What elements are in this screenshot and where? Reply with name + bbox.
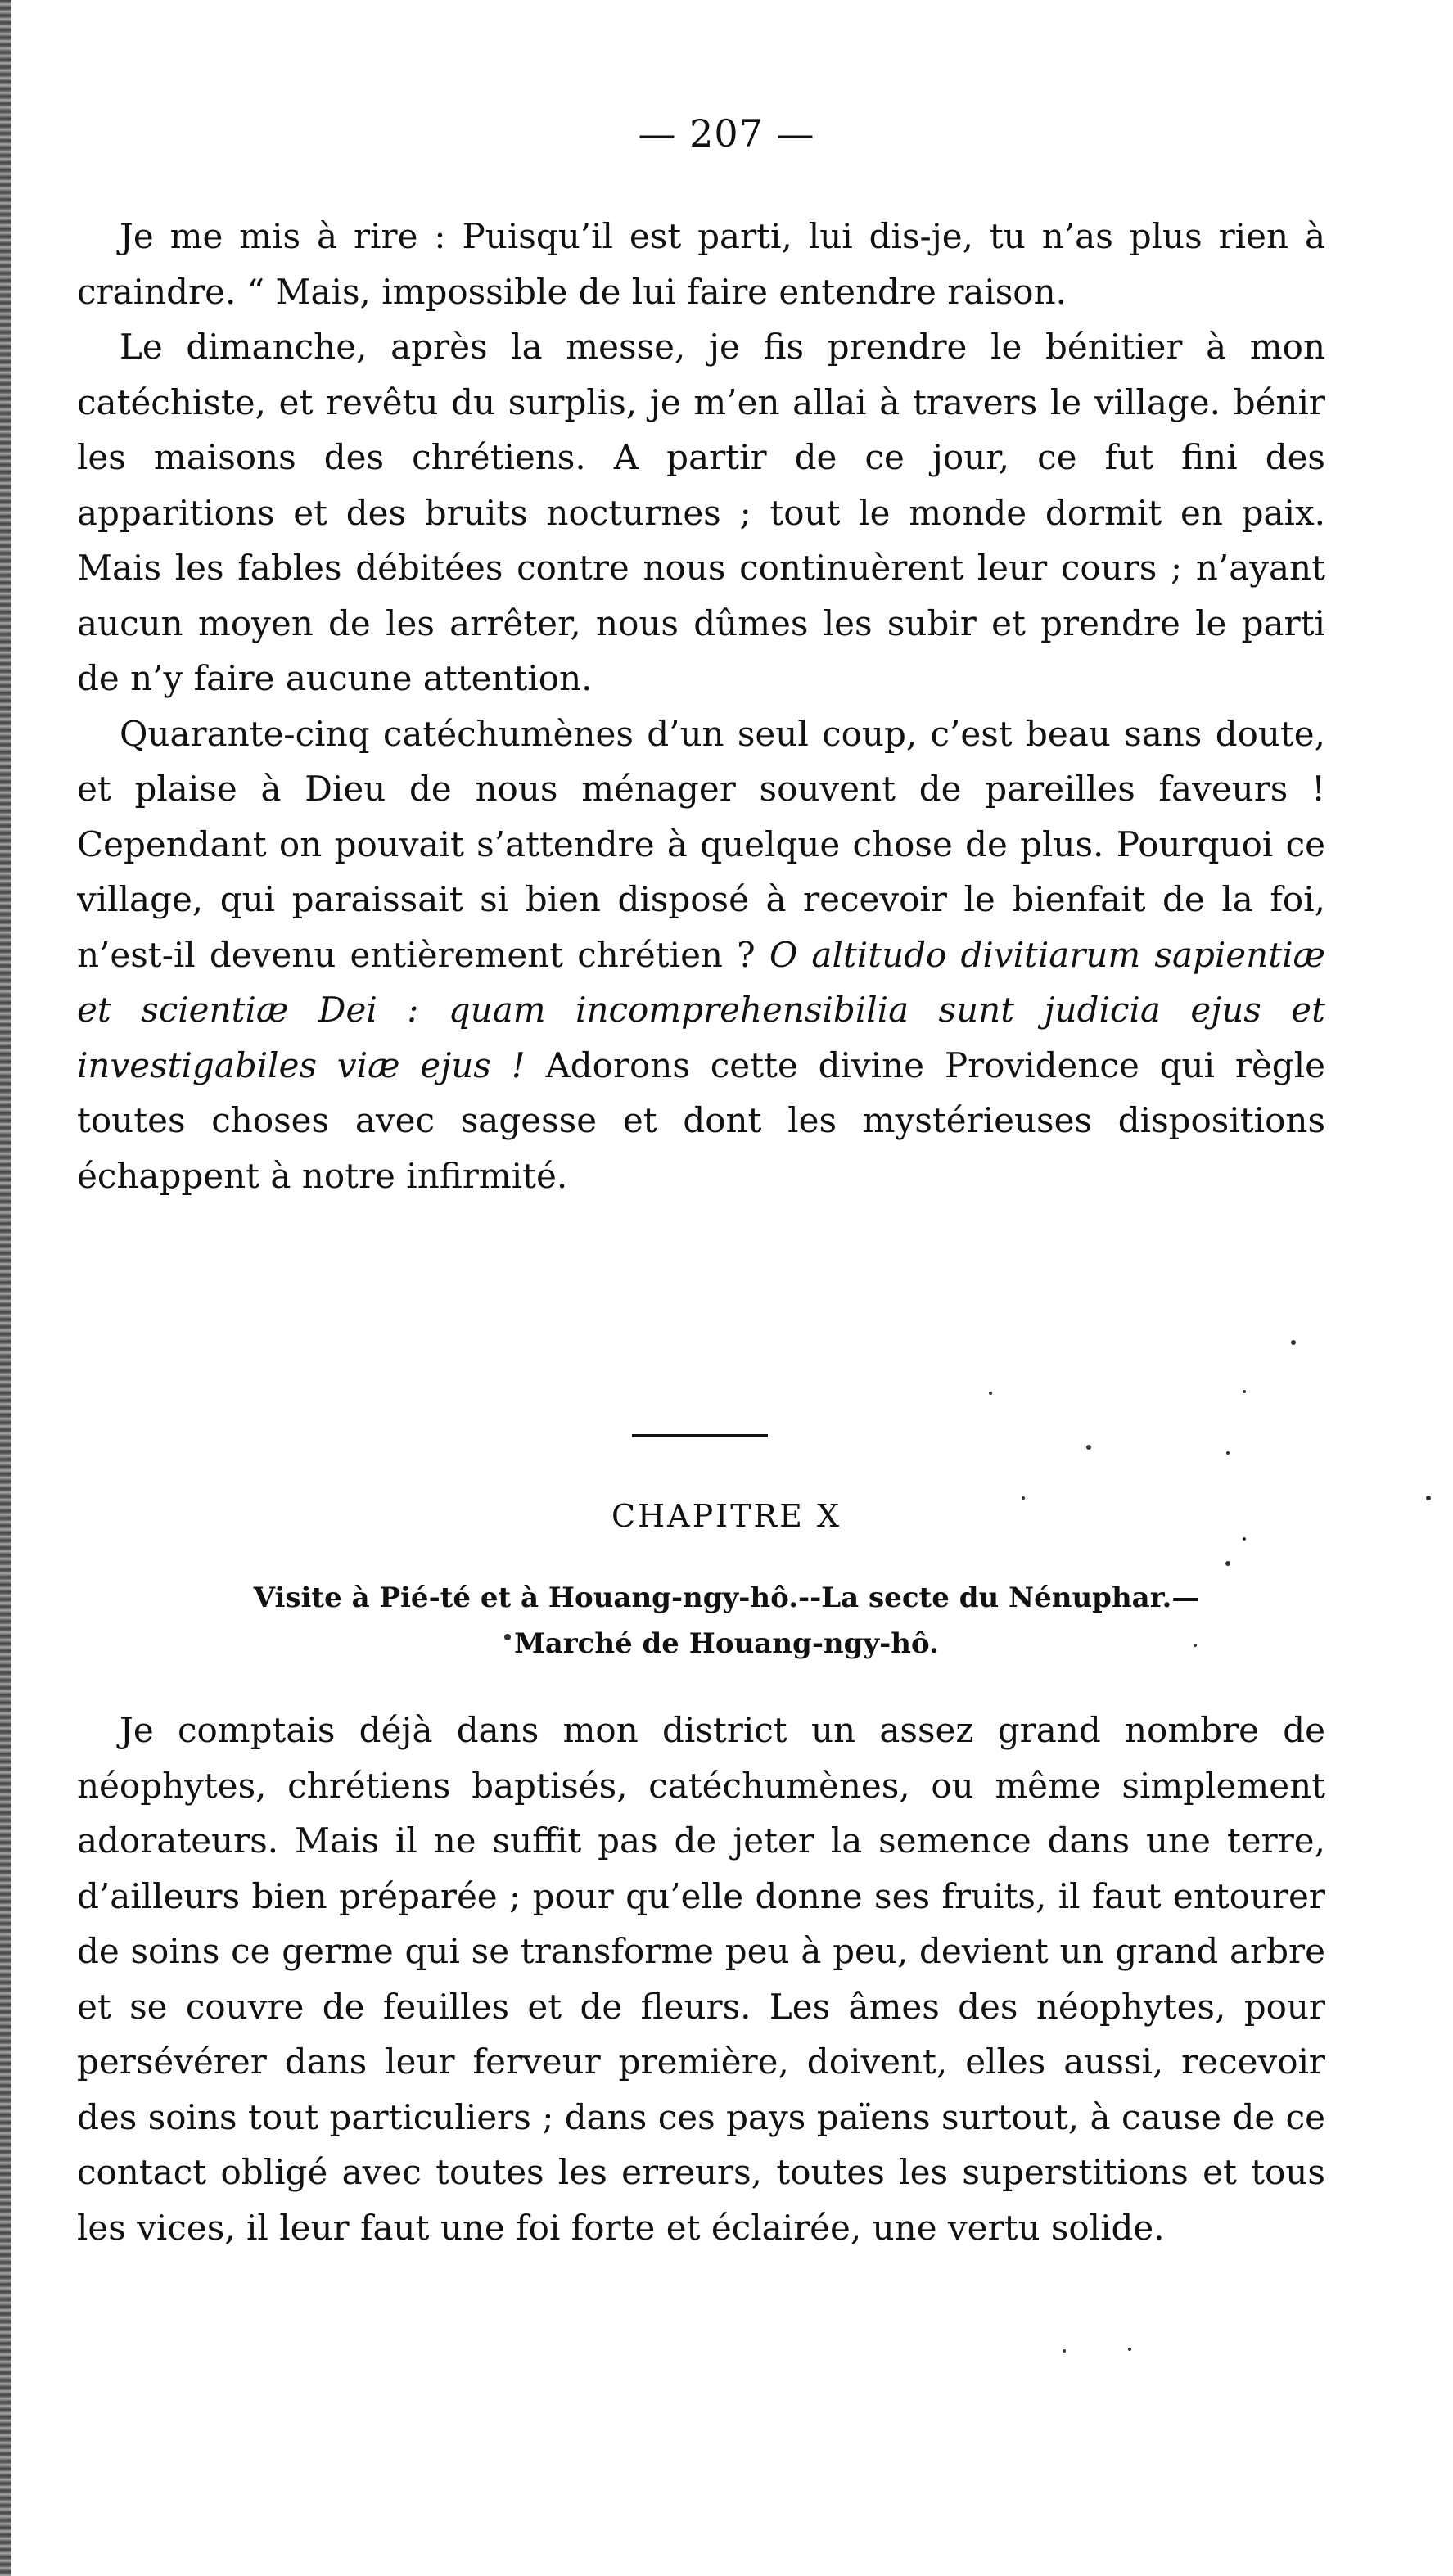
- section-divider: [632, 1434, 768, 1437]
- text-block-top: [77, 209, 1325, 1203]
- paragraph-3-text: Quarante-cinq catéchumènes d’un seul coup, c’est beau sans doute, et plaise à Dieu de nous ménager souvent de pareilles faveurs ! Cependant on pouvait s’attendre à quelque chose de plus. Pourquoi ce village, qui paraissait si bien disposé à recevoir le bienfait de la foi, n’est-il devenu entièrement chrétien ?: [77, 713, 1325, 975]
- chapter-title: CHAPITRE X: [611, 1498, 842, 1534]
- page-number: — 207 —: [638, 111, 815, 156]
- paragraph-1: Je me mis à rire : Puisqu’il est parti, lui dis-je, tu n’as plus rien à craindre. “ Mais, impossible de lui faire entendre raison.: [77, 216, 1325, 312]
- chapter-summary-line-2: Marché de Houang-ngy-hô.: [514, 1627, 939, 1660]
- text-block-bottom: [77, 1703, 1325, 2255]
- chapter-summary: [147, 1575, 1306, 1667]
- chapter-summary-line-1: Visite à Pié-té et à Houang-ngy-hô.--La secte du Nénuphar.—: [253, 1581, 1200, 1614]
- paragraph-3-end: Adorons cette divine Providence qui règle toutes choses avec sagesse et dont les mystérieuses dispositions échappent à notre infirmité.: [77, 1044, 1325, 1196]
- latin-quote: O altitudo divitiarum sapientiæ et scientiæ Dei : quam incomprehensibilia sunt judicia ejus et investigabiles viæ ejus !: [77, 934, 1326, 1085]
- paragraph-4: Je comptais déjà dans mon district un assez grand nombre de néophytes, chrétiens baptisés, catéchumènes, ou même simplement adorateurs. Mais il ne suffit pas de jeter la semence dans une terre, d’ailleurs bien préparée ; pour qu’elle donne ses fruits, il faut entourer de soins ce germe qui se transforme peu à peu, devient un grand arbre et se couvre de feuilles et de fleurs. Les âmes des néophytes, pour persévérer dans leur ferveur première, doivent, elles aussi, recevoir des soins tout particuliers ; dans ces pays païens surtout, à cause de ce contact obligé avec toutes les erreurs, toutes les superstitions et tous les vices, il leur faut une foi forte et éclairée, une vertu solide.: [77, 1710, 1325, 2248]
- paragraph-3: [77, 706, 1325, 1204]
- binding-edge: [0, 0, 11, 2576]
- paragraph-2: Le dimanche, après la messe, je fis prendre le bénitier à mon catéchiste, et revêtu du surplis, je m’en allai à travers le village. bénir les maisons des chrétiens. A partir de ce jour, ce fut fini des apparitions et des bruits nocturnes ; tout le monde dormit en paix. Mais les fables débitées contre nous continuèrent leur cours ; n’ayant aucun moyen de les arrêter, nous dûmes les subir et prendre le parti de n’y faire aucune attention.: [77, 327, 1325, 698]
